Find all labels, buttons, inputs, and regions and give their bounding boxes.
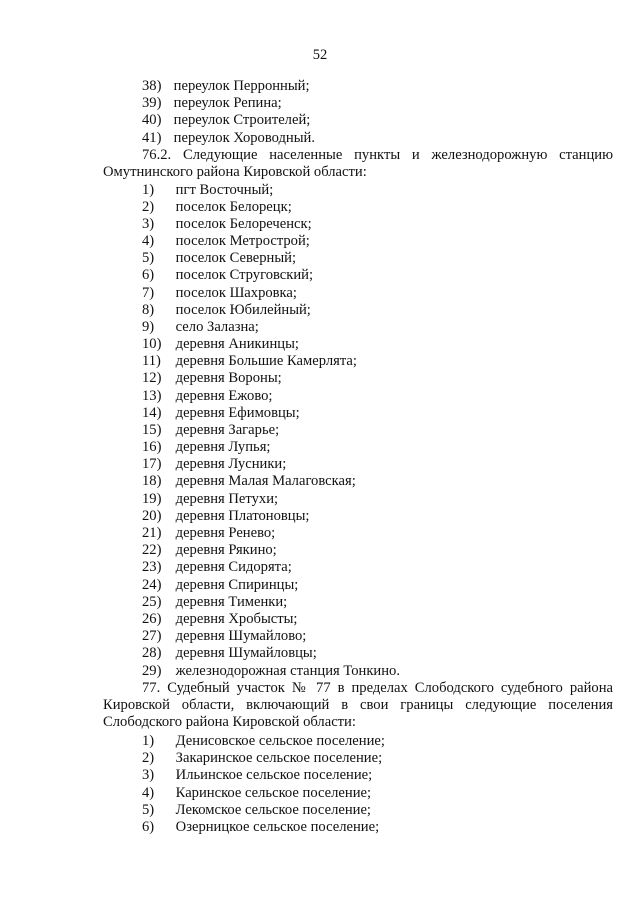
list-item-number: 5) — [142, 802, 155, 818]
list-item-number: 20) — [142, 508, 162, 524]
list-item-number: 1) — [142, 733, 155, 749]
list-item-text: Денисовское сельское поселение; — [175, 733, 385, 749]
list-item-number: 26) — [142, 611, 162, 627]
list-item-text: деревня Хробысты; — [175, 611, 298, 627]
page-number: 52 — [312, 47, 328, 63]
list-item — [142, 508, 309, 525]
list-item-text: деревня Тименки; — [175, 594, 288, 610]
list-item-number: 4) — [142, 233, 155, 249]
paragraph-line: 76.2. Следующие населенные пункты и железнодорожную станцию — [142, 147, 613, 163]
list-item-number: 7) — [142, 285, 155, 301]
list-item — [142, 388, 272, 405]
list-item — [142, 95, 282, 112]
list-item — [142, 611, 297, 628]
paragraph-line: 77. Судебный участок № 77 в пределах Слободского судебного района — [142, 680, 613, 696]
list-item — [142, 750, 382, 767]
list-item-text: деревня Спиринцы; — [175, 577, 299, 593]
list-item-text: поселок Юбилейный; — [175, 302, 311, 318]
list-item — [142, 628, 306, 645]
list-item-text: деревня Рякино; — [175, 542, 277, 558]
list-item — [142, 594, 287, 611]
list-item-text: переулок Хороводный. — [173, 130, 316, 146]
list-item — [142, 130, 315, 147]
list-item-text: Озерницкое сельское поселение; — [175, 819, 380, 835]
list-item-number: 4) — [142, 785, 155, 801]
list-item — [142, 216, 312, 233]
list-item-text: деревня Лупья; — [175, 439, 271, 455]
list-item-number: 15) — [142, 422, 162, 438]
list-item — [142, 819, 379, 836]
list-item-number: 8) — [142, 302, 155, 318]
list-item — [142, 559, 292, 576]
list-item-number: 16) — [142, 439, 162, 455]
list-item-number: 40) — [142, 112, 162, 128]
paragraph-76-2 — [103, 147, 613, 181]
list-item — [142, 250, 296, 267]
list-item — [142, 78, 310, 95]
list-item-text: деревня Ефимовцы; — [175, 405, 300, 421]
list-item-text: переулок Перронный; — [173, 78, 310, 94]
list-item-number: 3) — [142, 216, 155, 232]
list-item-number: 9) — [142, 319, 155, 335]
list-item — [142, 370, 282, 387]
list-item — [142, 663, 400, 680]
list-item-number: 29) — [142, 663, 162, 679]
list-item — [142, 353, 357, 370]
list-item-number: 2) — [142, 199, 155, 215]
list-item-text: поселок Белореченск; — [175, 216, 312, 232]
list-item-text: деревня Аникинцы; — [175, 336, 299, 352]
list-item — [142, 491, 278, 508]
list-item — [142, 199, 292, 216]
list-item-text: поселок Струговский; — [175, 267, 314, 283]
list-item — [142, 405, 300, 422]
list-item-number: 1) — [142, 182, 155, 198]
list-item — [142, 456, 286, 473]
list-item-number: 6) — [142, 819, 155, 835]
list-item-number: 25) — [142, 594, 162, 610]
paragraph-line: Кировской области, включающий в свои границы следующие поселения — [103, 697, 613, 713]
list-item-number: 19) — [142, 491, 162, 507]
list-item-number: 11) — [142, 353, 161, 369]
list-item — [142, 733, 385, 750]
list-item-number: 41) — [142, 130, 162, 146]
list-item-text: поселок Метрострой; — [175, 233, 310, 249]
list-item-number: 17) — [142, 456, 162, 472]
list-item-text: деревня Платоновцы; — [175, 508, 310, 524]
list-item-number: 6) — [142, 267, 155, 283]
paragraph-line: Слободского района Кировской области: — [103, 714, 356, 730]
list-item-number: 38) — [142, 78, 162, 94]
list-item-text: деревня Шумайловцы; — [175, 645, 317, 661]
list-item-number: 2) — [142, 750, 155, 766]
list-item-number: 23) — [142, 559, 162, 575]
list-item-text: деревня Большие Камерлята; — [175, 353, 357, 369]
list-item-text: поселок Северный; — [175, 250, 297, 266]
list-item-text: переулок Репина; — [173, 95, 282, 111]
list-item-text: Лекомское сельское поселение; — [175, 802, 371, 818]
list-item — [142, 542, 277, 559]
list-item-text: деревня Вороны; — [175, 370, 282, 386]
list-item-text: село Залазна; — [175, 319, 259, 335]
list-item-number: 28) — [142, 645, 162, 661]
list-item — [142, 336, 299, 353]
list-item-number: 22) — [142, 542, 162, 558]
list-item-number: 5) — [142, 250, 155, 266]
list-item — [142, 525, 275, 542]
list-item-number: 10) — [142, 336, 162, 352]
list-item-number: 24) — [142, 577, 162, 593]
list-item — [142, 439, 270, 456]
list-item-text: деревня Петухи; — [175, 491, 279, 507]
list-item-text: деревня Шумайлово; — [175, 628, 307, 644]
list-item — [142, 302, 311, 319]
list-item-number: 3) — [142, 767, 155, 783]
list-item — [142, 767, 372, 784]
list-item — [142, 645, 317, 662]
list-item — [142, 785, 371, 802]
list-item-text: Ильинское сельское поселение; — [175, 767, 373, 783]
list-item-number: 21) — [142, 525, 162, 541]
list-item-text: Каринское сельское поселение; — [175, 785, 372, 801]
list-item — [142, 802, 371, 819]
list-item-number: 14) — [142, 405, 162, 421]
list-item — [142, 577, 298, 594]
list-item-text: деревня Ренево; — [175, 525, 276, 541]
paragraph-77 — [103, 680, 613, 731]
list-item-number: 18) — [142, 473, 162, 489]
list-item-number: 13) — [142, 388, 162, 404]
list-item — [142, 285, 297, 302]
list-item-text: деревня Ежово; — [175, 388, 273, 404]
list-item-text: деревня Лусники; — [175, 456, 287, 472]
list-item-number: 12) — [142, 370, 162, 386]
list-item — [142, 182, 273, 199]
list-item-number: 27) — [142, 628, 162, 644]
list-item-text: поселок Шахровка; — [175, 285, 297, 301]
list-item-text: пгт Восточный; — [175, 182, 274, 198]
list-item-text: деревня Малая Малаговская; — [175, 473, 356, 489]
list-item-text: деревня Загарье; — [175, 422, 280, 438]
list-item — [142, 267, 313, 284]
list-item-text: Закаринское сельское поселение; — [175, 750, 383, 766]
list-item — [142, 112, 310, 129]
list-item-text: железнодорожная станция Тонкино. — [175, 663, 400, 679]
list-item — [142, 319, 259, 336]
list-item — [142, 233, 310, 250]
list-item — [142, 422, 279, 439]
list-item-text: переулок Строителей; — [173, 112, 311, 128]
list-item-text: деревня Сидорята; — [175, 559, 292, 575]
list-item-number: 39) — [142, 95, 162, 111]
list-item-text: поселок Белорецк; — [175, 199, 292, 215]
list-item — [142, 473, 356, 490]
paragraph-line: Омутнинского района Кировской области: — [103, 164, 367, 180]
